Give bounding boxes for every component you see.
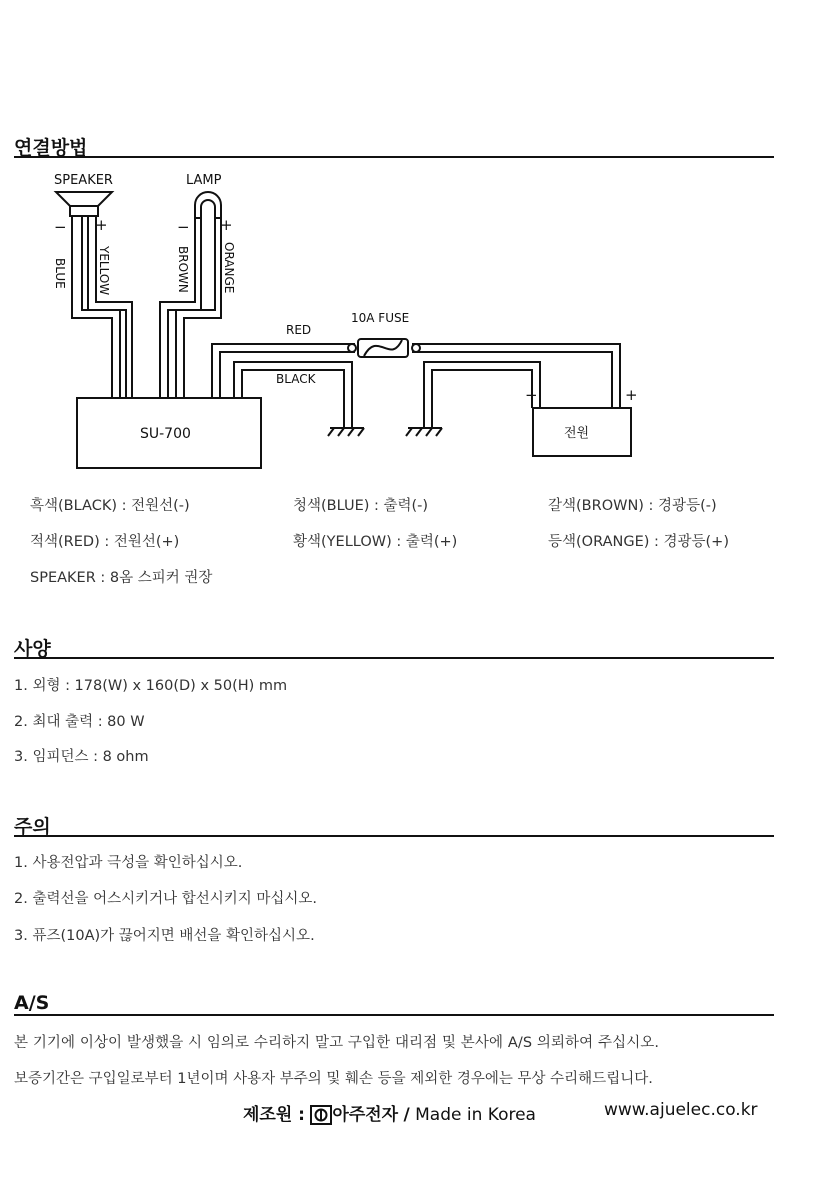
power-minus: − [525, 386, 538, 404]
lamp-plus: + [220, 216, 233, 234]
wiring-diagram [0, 160, 830, 480]
fuse-label: 10A FUSE [351, 311, 410, 325]
wire-label-blue: BLUE [53, 258, 67, 289]
company-logo-icon [310, 1105, 332, 1125]
as-line: 본 기기에 이상이 발생했을 시 임의로 수리하지 말고 구입한 대리점 및 본사에 A/S 의뢰하여 주십시오. [14, 1035, 660, 1051]
spec-item: 1. 외형 : 178(W) x 160(D) x 50(H) mm [14, 678, 288, 694]
wire-label-red: RED [286, 323, 312, 337]
section-rule [14, 1014, 774, 1016]
company-name: 아주전자 [332, 1105, 399, 1125]
legend-blue: 청색(BLUE) : 출력(-) [293, 498, 429, 514]
speaker-minus: − [54, 218, 67, 236]
spec-item: 3. 임피던스 : 8 ohm [14, 749, 149, 765]
lamp-icon [195, 192, 221, 218]
lamp-label: LAMP [186, 173, 222, 188]
power-label: 전원 [564, 426, 590, 441]
wire-label-orange: ORANGE [222, 242, 236, 294]
speaker-icon [56, 192, 112, 216]
caution-item: 3. 퓨즈(10A)가 끊어지면 배선을 확인하십시오. [14, 928, 315, 944]
legend-orange: 등색(ORANGE) : 경광등(+) [548, 534, 729, 550]
spec-item: 2. 최대 출력 : 80 W [14, 714, 145, 730]
lamp-minus: − [177, 218, 190, 236]
unit-label: SU-700 [140, 426, 191, 442]
maker-label: 제조원 : [243, 1105, 305, 1125]
as-line: 보증기간은 구입일로부터 1년이며 사용자 부주의 및 훼손 등을 제외한 경우에는 무상 수리해드립니다. [14, 1071, 653, 1087]
made-in: Made in Korea [415, 1105, 536, 1125]
legend-brown: 갈색(BROWN) : 경광등(-) [548, 498, 717, 514]
legend-speaker: SPEAKER : 8옴 스피커 권장 [30, 570, 213, 586]
wire-label-black: BLACK [276, 372, 316, 386]
ground-icon [328, 428, 364, 436]
section-rule [14, 657, 774, 659]
speaker-label: SPEAKER [54, 173, 113, 188]
website[interactable]: www.ajuelec.co.kr [604, 1100, 758, 1120]
footer-separator: / [403, 1105, 410, 1125]
legend-black: 흑색(BLACK) : 전원선(-) [30, 498, 190, 514]
speaker-plus: + [95, 216, 108, 234]
legend-yellow: 황색(YELLOW) : 출력(+) [293, 534, 458, 550]
wire-label-brown: BROWN [176, 246, 190, 293]
red-wire [212, 344, 620, 408]
speaker-wires [72, 216, 132, 398]
power-plus: + [625, 386, 638, 404]
legend-red: 적색(RED) : 전원선(+) [30, 534, 180, 550]
section-title-spec: 사양 [14, 638, 51, 660]
section-title-connection: 연결방법 [14, 137, 88, 159]
fuse-icon [348, 339, 420, 357]
section-title-as: A/S [14, 992, 50, 1014]
section-title-caution: 주의 [14, 816, 51, 838]
power-negative-wire [424, 362, 540, 428]
caution-item: 1. 사용전압과 극성을 확인하십시오. [14, 855, 243, 871]
section-rule [14, 156, 774, 158]
wire-label-yellow: YELLOW [97, 246, 111, 296]
section-rule [14, 835, 774, 837]
footer-maker [243, 1100, 536, 1125]
caution-item: 2. 출력선을 어스시키거나 합선시키지 마십시오. [14, 891, 318, 907]
ground-icon [406, 428, 442, 436]
